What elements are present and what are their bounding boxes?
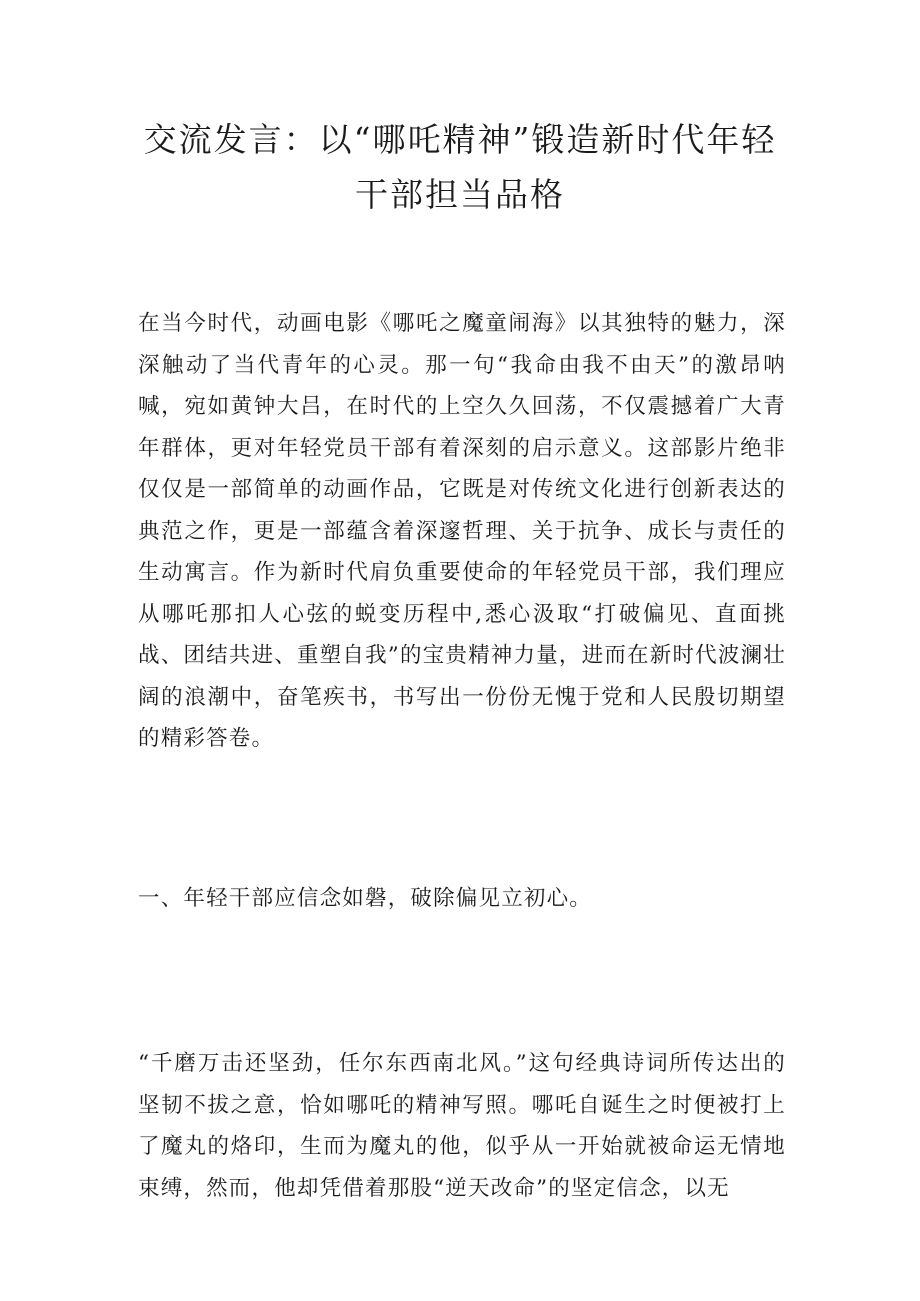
document-title	[120, 112, 800, 222]
intro-paragraph: 在当今时代，动画电影《哪吒之魔童闹海》以其独特的魅力，深深触动了当代青年的心灵。那一句“我命由我不由天”的激昂呐喊，宛如黄钟大吕，在时代的上空久久回荡，不仅震撼着广大青年群体，更对年轻党员干部有着深刻的启示意义。这部影片绝非仅仅是一部简单的动画作品，它既是对传统文化进行创新表达的典范之作，更是一部蕴含着深邃哲理、关于抗争、成长与责任的生动寓言。作为新时代肩负重要使命的年轻党员干部，我们理应从哪吒那扣人心弦的蜕变历程中,悉心汲取“打破偏见、直面挑战、团结共进、重塑自我”的宝贵精神力量，进而在新时代波澜壮阔的浪潮中，奋笔疾书，书写出一份份无愧于党和人民殷切期望的精彩答卷。	[138, 311, 786, 751]
section-1-heading: 一、年轻干部应信念如磐，破除偏见立初心。	[138, 886, 593, 911]
section-1-paragraph: “千磨万击还坚劲，任尔东西南北风。”这句经典诗词所传达出的坚韧不拔之意，恰如哪吒的精神写照。哪吒自诞生之时便被打上了魔丸的烙印，生而为魔丸的他，似乎从一开始就被命运无情地束缚，然而，他却凭借着那股“逆天改命”的坚定信念，以无	[138, 1051, 786, 1201]
title-line-2: 干部担当品格	[355, 175, 565, 214]
title-line-1: 交流发言：以“哪吒精神”锻造新时代年轻	[143, 120, 777, 159]
